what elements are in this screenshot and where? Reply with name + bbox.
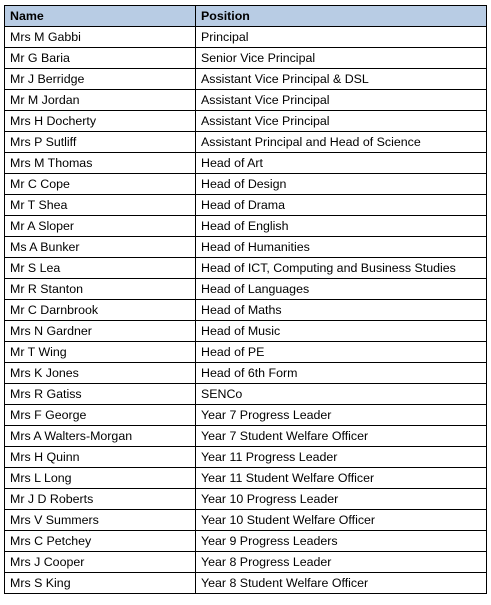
table-row — [5, 174, 487, 195]
staff-name-cell: Mr A Sloper — [5, 216, 196, 237]
staff-position-cell: Year 11 Student Welfare Officer — [196, 468, 487, 489]
staff-position-cell: Assistant Principal and Head of Science — [196, 132, 487, 153]
staff-position-cell: Year 10 Progress Leader — [196, 489, 487, 510]
staff-name-cell: Mr G Baria — [5, 48, 196, 69]
staff-position-cell: Year 8 Student Welfare Officer — [196, 573, 487, 594]
staff-name-cell: Mrs S King — [5, 573, 196, 594]
table-row — [5, 468, 487, 489]
table-row — [5, 69, 487, 90]
staff-position-cell: Head of English — [196, 216, 487, 237]
table-row — [5, 132, 487, 153]
table-body — [5, 27, 487, 594]
table-row — [5, 216, 487, 237]
staff-position-cell: Head of Music — [196, 321, 487, 342]
staff-name-cell: Mr T Wing — [5, 342, 196, 363]
table-row — [5, 279, 487, 300]
staff-position-cell: Head of Humanities — [196, 237, 487, 258]
column-header-name: Name — [5, 6, 196, 27]
table-row — [5, 195, 487, 216]
table-row — [5, 384, 487, 405]
staff-name-cell: Mrs M Gabbi — [5, 27, 196, 48]
table-row — [5, 573, 487, 594]
staff-position-cell: Head of Maths — [196, 300, 487, 321]
staff-position-cell: Year 8 Progress Leader — [196, 552, 487, 573]
staff-position-cell: Assistant Vice Principal & DSL — [196, 69, 487, 90]
staff-name-cell: Mrs A Walters-Morgan — [5, 426, 196, 447]
table-row — [5, 258, 487, 279]
staff-name-cell: Mrs V Summers — [5, 510, 196, 531]
table-row — [5, 321, 487, 342]
table-row — [5, 363, 487, 384]
table-row — [5, 342, 487, 363]
staff-position-cell: Year 7 Progress Leader — [196, 405, 487, 426]
staff-position-cell: Year 9 Progress Leaders — [196, 531, 487, 552]
staff-position-cell: Head of Art — [196, 153, 487, 174]
table-row — [5, 531, 487, 552]
column-header-position: Position — [196, 6, 487, 27]
staff-position-cell: Year 10 Student Welfare Officer — [196, 510, 487, 531]
staff-position-cell: Head of Drama — [196, 195, 487, 216]
staff-position-cell: Year 11 Progress Leader — [196, 447, 487, 468]
staff-position-cell: Head of PE — [196, 342, 487, 363]
table-row — [5, 552, 487, 573]
table-row — [5, 489, 487, 510]
staff-name-cell: Mrs L Long — [5, 468, 196, 489]
staff-name-cell: Mr T Shea — [5, 195, 196, 216]
staff-name-cell: Mr C Cope — [5, 174, 196, 195]
table-row — [5, 27, 487, 48]
staff-name-cell: Ms A Bunker — [5, 237, 196, 258]
staff-position-cell: Assistant Vice Principal — [196, 90, 487, 111]
staff-position-cell: Head of Languages — [196, 279, 487, 300]
table-row — [5, 111, 487, 132]
staff-name-cell: Mr S Lea — [5, 258, 196, 279]
staff-name-cell: Mrs M Thomas — [5, 153, 196, 174]
staff-position-cell: Principal — [196, 27, 487, 48]
table-row — [5, 90, 487, 111]
staff-name-cell: Mrs H Quinn — [5, 447, 196, 468]
staff-position-cell: Senior Vice Principal — [196, 48, 487, 69]
staff-name-cell: Mrs K Jones — [5, 363, 196, 384]
staff-name-cell: Mrs R Gatiss — [5, 384, 196, 405]
staff-name-cell: Mrs F George — [5, 405, 196, 426]
table-row — [5, 48, 487, 69]
staff-name-cell: Mrs P Sutliff — [5, 132, 196, 153]
table-header-row — [5, 6, 487, 27]
table-row — [5, 426, 487, 447]
staff-position-cell: SENCo — [196, 384, 487, 405]
staff-name-cell: Mrs N Gardner — [5, 321, 196, 342]
staff-name-cell: Mr J Berridge — [5, 69, 196, 90]
table-row — [5, 447, 487, 468]
staff-name-cell: Mr R Stanton — [5, 279, 196, 300]
staff-table — [4, 5, 487, 594]
staff-name-cell: Mrs C Petchey — [5, 531, 196, 552]
table-row — [5, 153, 487, 174]
staff-name-cell: Mr J D Roberts — [5, 489, 196, 510]
staff-name-cell: Mrs J Cooper — [5, 552, 196, 573]
staff-position-cell: Head of Design — [196, 174, 487, 195]
staff-position-cell: Head of ICT, Computing and Business Studies — [196, 258, 487, 279]
staff-name-cell: Mr M Jordan — [5, 90, 196, 111]
staff-position-cell: Year 7 Student Welfare Officer — [196, 426, 487, 447]
staff-position-cell: Head of 6th Form — [196, 363, 487, 384]
staff-name-cell: Mr C Darnbrook — [5, 300, 196, 321]
table-row — [5, 510, 487, 531]
staff-position-cell: Assistant Vice Principal — [196, 111, 487, 132]
table-row — [5, 237, 487, 258]
table-row — [5, 405, 487, 426]
table-row — [5, 300, 487, 321]
staff-name-cell: Mrs H Docherty — [5, 111, 196, 132]
